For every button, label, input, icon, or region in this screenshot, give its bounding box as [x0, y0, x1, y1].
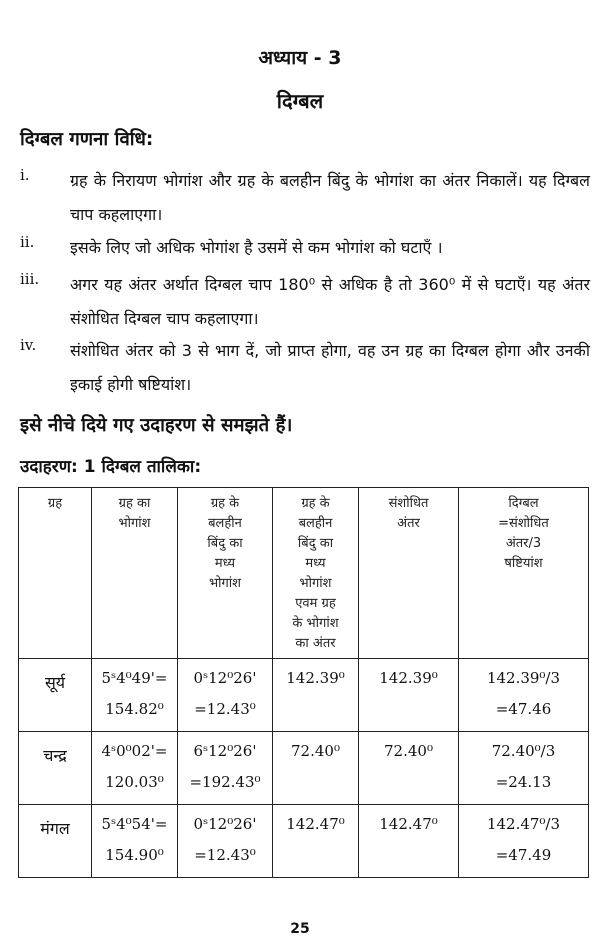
- example-heading: उदाहरण: 1 दिग्बल तालिका:: [20, 457, 202, 477]
- step-text: ग्रह के निरायण भोगांश और ग्रह के बलहीन बिंदु के भोगांश का अंतर निकालें। यह दिग्बल चाप कहलाएगा।: [70, 171, 590, 224]
- cell-planet: चन्द्र: [19, 732, 92, 805]
- cell-digbala: 142.47⁰/3 =47.49: [459, 805, 589, 878]
- header-corrected: संशोधित अंतर: [359, 488, 459, 659]
- step-item: [20, 268, 590, 336]
- cell-digbala: 142.39⁰/3 =47.46: [459, 659, 589, 732]
- step-text: इसके लिए जो अधिक भोगांश है उसमें से कम भोगांश को घटाएँ ।: [70, 238, 443, 257]
- cell-weak-point: 0ˢ12⁰26' =12.43⁰: [178, 805, 273, 878]
- method-heading: दिग्बल गणना विधि:: [20, 129, 154, 150]
- cell-weak-point: 0ˢ12⁰26' =12.43⁰: [178, 659, 273, 732]
- cell-digbala: 72.40⁰/3 =24.13: [459, 732, 589, 805]
- cell-corrected: 142.39⁰: [359, 659, 459, 732]
- header-weak-point: ग्रह के बलहीन बिंदु का मध्य भोगांश: [178, 488, 273, 659]
- cell-longitude: 5ˢ4⁰54'= 154.90⁰: [92, 805, 178, 878]
- cell-longitude: 5ˢ4⁰49'= 154.82⁰: [92, 659, 178, 732]
- table-header-row: [19, 488, 589, 659]
- cell-planet: सूर्य: [19, 659, 92, 732]
- chapter-title: दिग्बल: [276, 89, 324, 113]
- header-longitude: ग्रह का भोगांश: [92, 488, 178, 659]
- step-text: संशोधित अंतर को 3 से भाग दें, जो प्राप्त होगा, वह उन ग्रह का दिग्बल होगा और उनकी इकाई होगी षष्टियांश।: [70, 341, 590, 394]
- table-row: [19, 659, 589, 732]
- step-text: अगर यह अंतर अर्थात दिग्बल चाप 180⁰ से अधिक है तो 360⁰ में से घटाएँ। यह अंतर संशोधित दिग्बल चाप कहलाएगा।: [70, 275, 590, 328]
- chapter-number: अध्याय - 3: [258, 47, 342, 69]
- header-digbala: दिग्बल =संशोधित अंतर/3 षष्टियांश: [459, 488, 589, 659]
- cell-corrected: 72.40⁰: [359, 732, 459, 805]
- step-number: ii.: [20, 233, 35, 251]
- step-number: iv.: [20, 336, 37, 354]
- digbala-table: [18, 487, 589, 878]
- header-difference: ग्रह के बलहीन बिंदु का मध्य भोगांश एवम ग्रह के भोगांश का अंतर: [273, 488, 359, 659]
- cell-longitude: 4ˢ0⁰02'= 120.03⁰: [92, 732, 178, 805]
- cell-difference: 142.39⁰: [273, 659, 359, 732]
- example-intro: इसे नीचे दिये गए उदाहरण से समझते हैं।: [20, 415, 293, 436]
- step-number: iii.: [20, 270, 40, 288]
- step-item: [20, 164, 590, 232]
- cell-corrected: 142.47⁰: [359, 805, 459, 878]
- cell-difference: 142.47⁰: [273, 805, 359, 878]
- step-item: [20, 231, 590, 265]
- cell-weak-point: 6ˢ12⁰26' =192.43⁰: [178, 732, 273, 805]
- step-item: [20, 334, 590, 402]
- table-row: [19, 805, 589, 878]
- cell-planet: मंगल: [19, 805, 92, 878]
- header-planet: ग्रह: [19, 488, 92, 659]
- table-row: [19, 732, 589, 805]
- page-number: 25: [290, 921, 310, 937]
- step-number: i.: [20, 166, 30, 184]
- cell-difference: 72.40⁰: [273, 732, 359, 805]
